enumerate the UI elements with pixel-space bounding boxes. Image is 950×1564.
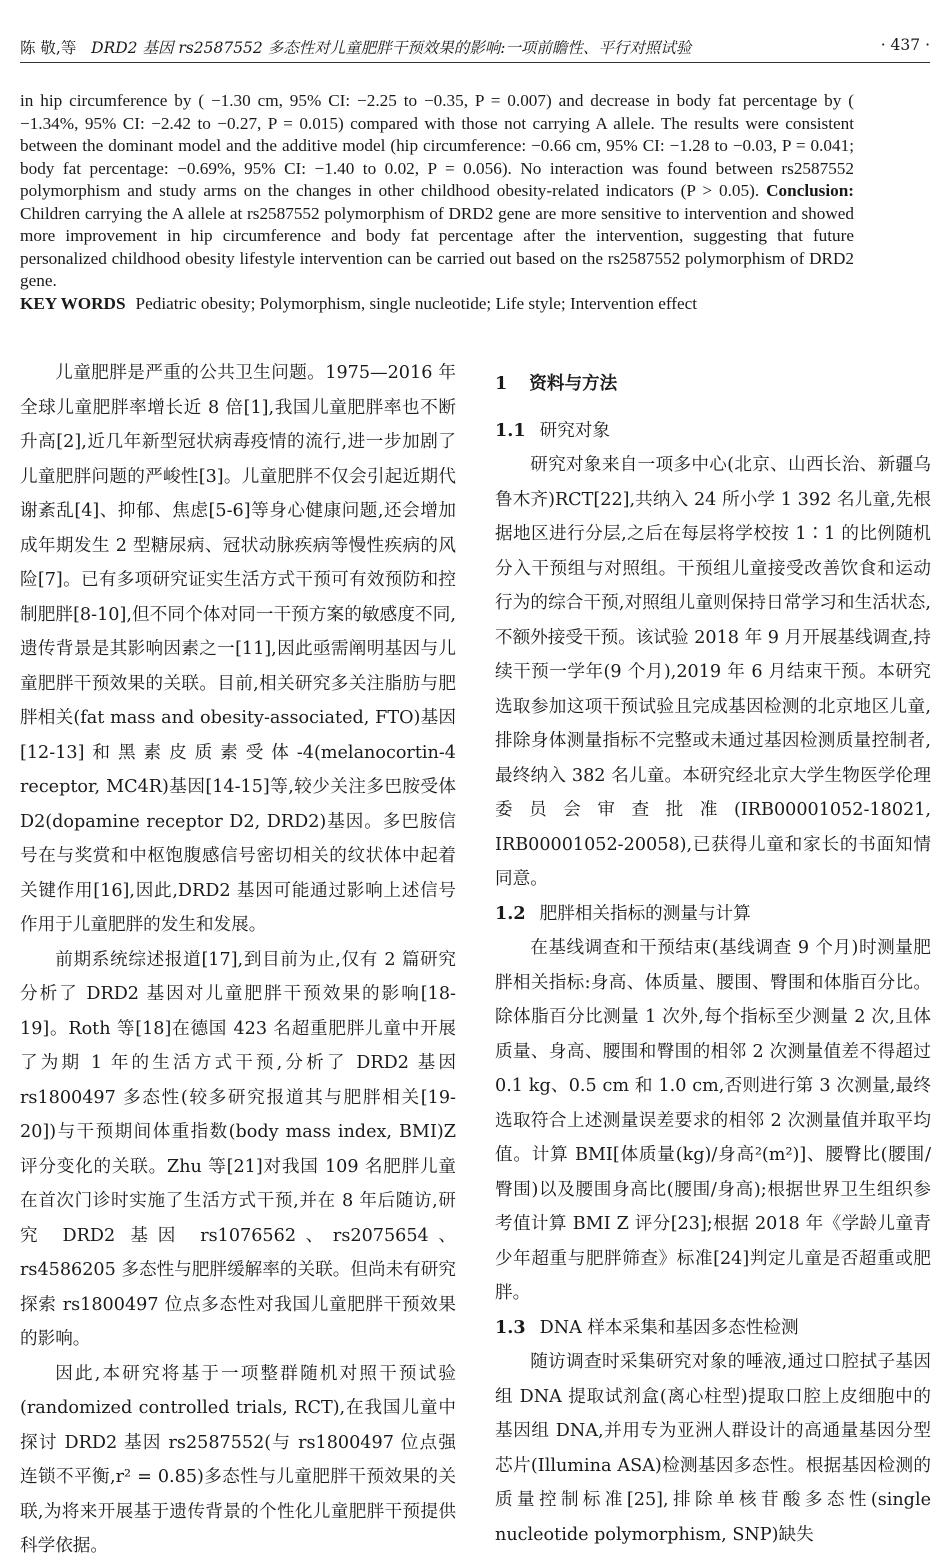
subsection-heading-dna bbox=[495, 1311, 931, 1346]
subsection-number: 1.1 bbox=[495, 419, 526, 441]
methods-paragraph-3: 随访调查时采集研究对象的唾液,通过口腔拭子基因组 DNA 提取试剂盒(离心柱型)提取口腔上皮细胞中的基因组 DNA,并用专为亚洲人群设计的高通量基因分型芯片(Illumina ASA)检测基因多态性。根据基因检测的质量控制标准[25],排除单核苷酸多态性(single nucleotide polymorphism, SNP)缺失 bbox=[495, 1352, 931, 1545]
methods-paragraph-1: 研究对象来自一项多中心(北京、山西长治、新疆乌鲁木齐)RCT[22],共纳入 24 所小学 1 392 名儿童,先根据地区进行分层,之后在每层将学校按 1∶1 的比例随机分入干预组与对照组。干预组儿童接受改善饮食和运动行为的综合干预,对照组儿童则保持日常学习和生活状态,不额外接受干预。该试验 2018 年 9 月开展基线调查,持续干预一学年(9 个月),2019 年 6 月结束干预。本研究选取参加这项干预试验且完成基因检测的北京地区儿童,排除身体测量指标不完整或未通过基因检测质量控制者,最终纳入 382 名儿童。本研究经北京大学生物医学伦理委员会审查批准(IRB00001052-18021, IRB00001052-20058),已获得儿童和家长的书面知情同意。 bbox=[495, 455, 931, 889]
intro-paragraph-3: 因此,本研究将基于一项整群随机对照干预试验(randomized controlled trials, RCT),在我国儿童中探讨 DRD2 基因 rs2587552(与 rs1800497 位点强连锁不平衡,r² = 0.85)多态性与儿童肥胖干预效果的关联,为将来开展基于遗传背景的个性化儿童肥胖干预提供科学依据。 bbox=[20, 1363, 456, 1556]
running-title bbox=[20, 36, 691, 58]
methods-paragraph-2: 在基线调查和干预结束(基线调查 9 个月)时测量肥胖相关指标:身高、体质量、腰围、臀围和体脂百分比。除体脂百分比测量 1 次外,每个指标至少测量 2 次,且体质量、身高、腰围和臀围的相邻 2 次测量值差不得超过 0.1 kg、0.5 cm 和 1.0 cm,否则进行第 3 次测量,最终选取符合上述测量误差要求的相邻 2 次测量值并取平均值。计算 BMI[体质量(kg)/身高²(m²)]、腰臀比(腰围/臀围)以及腰围身高比(腰围/身高);根据世界卫生组织参考值计算 BMI Z 评分[23];根据 2018 年《学龄儿童青少年超重与肥胖筛查》标准[24]判定儿童是否超重或肥胖。 bbox=[495, 938, 931, 1303]
conclusion-text: Children carrying the A allele at rs2587552 polymorphism of DRD2 gene are more sensitive to intervention and showed more improvement in hip circumference and body fat percentage after the intervention, suggesting that future personalized childhood obesity lifestyle intervention can be carried out based on the rs2587552 polymorphism of DRD2 gene. bbox=[20, 203, 854, 290]
conclusion-label: Conclusion: bbox=[766, 181, 855, 200]
keywords bbox=[20, 293, 854, 316]
intro-paragraph-2: 前期系统综述报道[17],到目前为止,仅有 2 篇研究分析了 DRD2 基因对儿童肥胖干预效果的影响[18-19]。Roth 等[18]在德国 423 名超重肥胖儿童中开展了为期 1 年的生活方式干预,分析了 DRD2 基因 rs1800497 多态性(较多研究报道其与肥胖相关[19-20])与干预期间体重指数(body mass index, BMI)Z 评分变化的关联。Zhu 等[21]对我国 109 名肥胖儿童在首次门诊时实施了生活方式干预,并在 8 年后随访,研究 DRD2 基因 rs1076562、rs2075654、rs4586205 多态性与肥胖缓解率的关联。但尚未有研究探索 rs1800497 位点多态性对我国儿童肥胖干预效果的影响。 bbox=[20, 949, 456, 1349]
keywords-text: Pediatric obesity; Polymorphism, single nucleotide; Life style; Intervention effect bbox=[135, 293, 698, 313]
english-abstract bbox=[20, 90, 854, 315]
subsection-number: 1.2 bbox=[495, 902, 526, 924]
header-authors: 陈 敬,等 bbox=[20, 39, 77, 57]
header-title: DRD2 基因 rs2587552 多态性对儿童肥胖干预效果的影响:一项前瞻性、平行对照试验 bbox=[91, 39, 692, 57]
subsection-title: 研究对象 bbox=[539, 420, 610, 441]
page-header bbox=[20, 36, 930, 63]
abstract-results bbox=[20, 90, 854, 293]
right-column bbox=[495, 356, 931, 1552]
section-number: 1 bbox=[495, 373, 508, 394]
subsection-heading-subjects bbox=[495, 414, 931, 449]
intro-paragraph-1: 儿童肥胖是严重的公共卫生问题。1975—2016 年全球儿童肥胖率增长近 8 倍[1],我国儿童肥胖率也不断升高[2],近几年新型冠状病毒疫情的流行,进一步加剧了儿童肥胖问题的严峻性[3]。儿童肥胖不仅会引起近期代谢紊乱[4]、抑郁、焦虑[5-6]等身心健康问题,还会增加成年期发生 2 型糖尿病、冠状动脉疾病等慢性疾病的风险[7]。已有多项研究证实生活方式干预可有效预防和控制肥胖[8-10],但不同个体对同一干预方案的敏感度不同,遗传背景是其影响因素之一[11],因此亟需阐明基因与儿童肥胖干预效果的关联。目前,相关研究多关注脂肪与肥胖相关(fat mass and obesity-associated, FTO)基因[12-13]和黑素皮质素受体-4(melanocortin-4 receptor, MC4R)基因[14-15]等,较少关注多巴胺受体 D2(dopamine receptor D2, DRD2)基因。多巴胺信号在与奖赏和中枢饱腹感信号密切相关的纹状体中起着关键作用[16],因此,DRD2 基因可能通过影响上述信号作用于儿童肥胖的发生和发展。 bbox=[20, 363, 456, 935]
subsection-title: DNA 样本采集和基因多态性检测 bbox=[539, 1317, 799, 1338]
section-title: 资料与方法 bbox=[529, 373, 618, 394]
section-heading-methods bbox=[495, 356, 931, 414]
left-column bbox=[20, 356, 456, 1564]
keywords-label: KEY WORDS bbox=[20, 293, 126, 313]
subsection-heading-measurement bbox=[495, 897, 931, 932]
subsection-title: 肥胖相关指标的测量与计算 bbox=[539, 903, 751, 924]
abstract-results-text: in hip circumference by ( −1.30 cm, 95% CI: −2.25 to −0.35, P = 0.007) and decrease in body fat percentage by ( −1.34%, 95% CI: −2.42 to −0.27, P = 0.015) compared with those not carrying A allele. The results were consistent between the dominant model and the additive model (hip circumference: −0.66 cm, 95% CI: −1.28 to −0.03, P = 0.041; body fat percentage: −0.69%, 95% CI: −1.40 to 0.02, P = 0.056). No interaction was found between rs2587552 polymorphism and study arms on the changes in other childhood obesity-related indicators (P > 0.05). bbox=[20, 91, 854, 200]
subsection-number: 1.3 bbox=[495, 1316, 526, 1338]
page-number: · 437 · bbox=[880, 36, 930, 54]
